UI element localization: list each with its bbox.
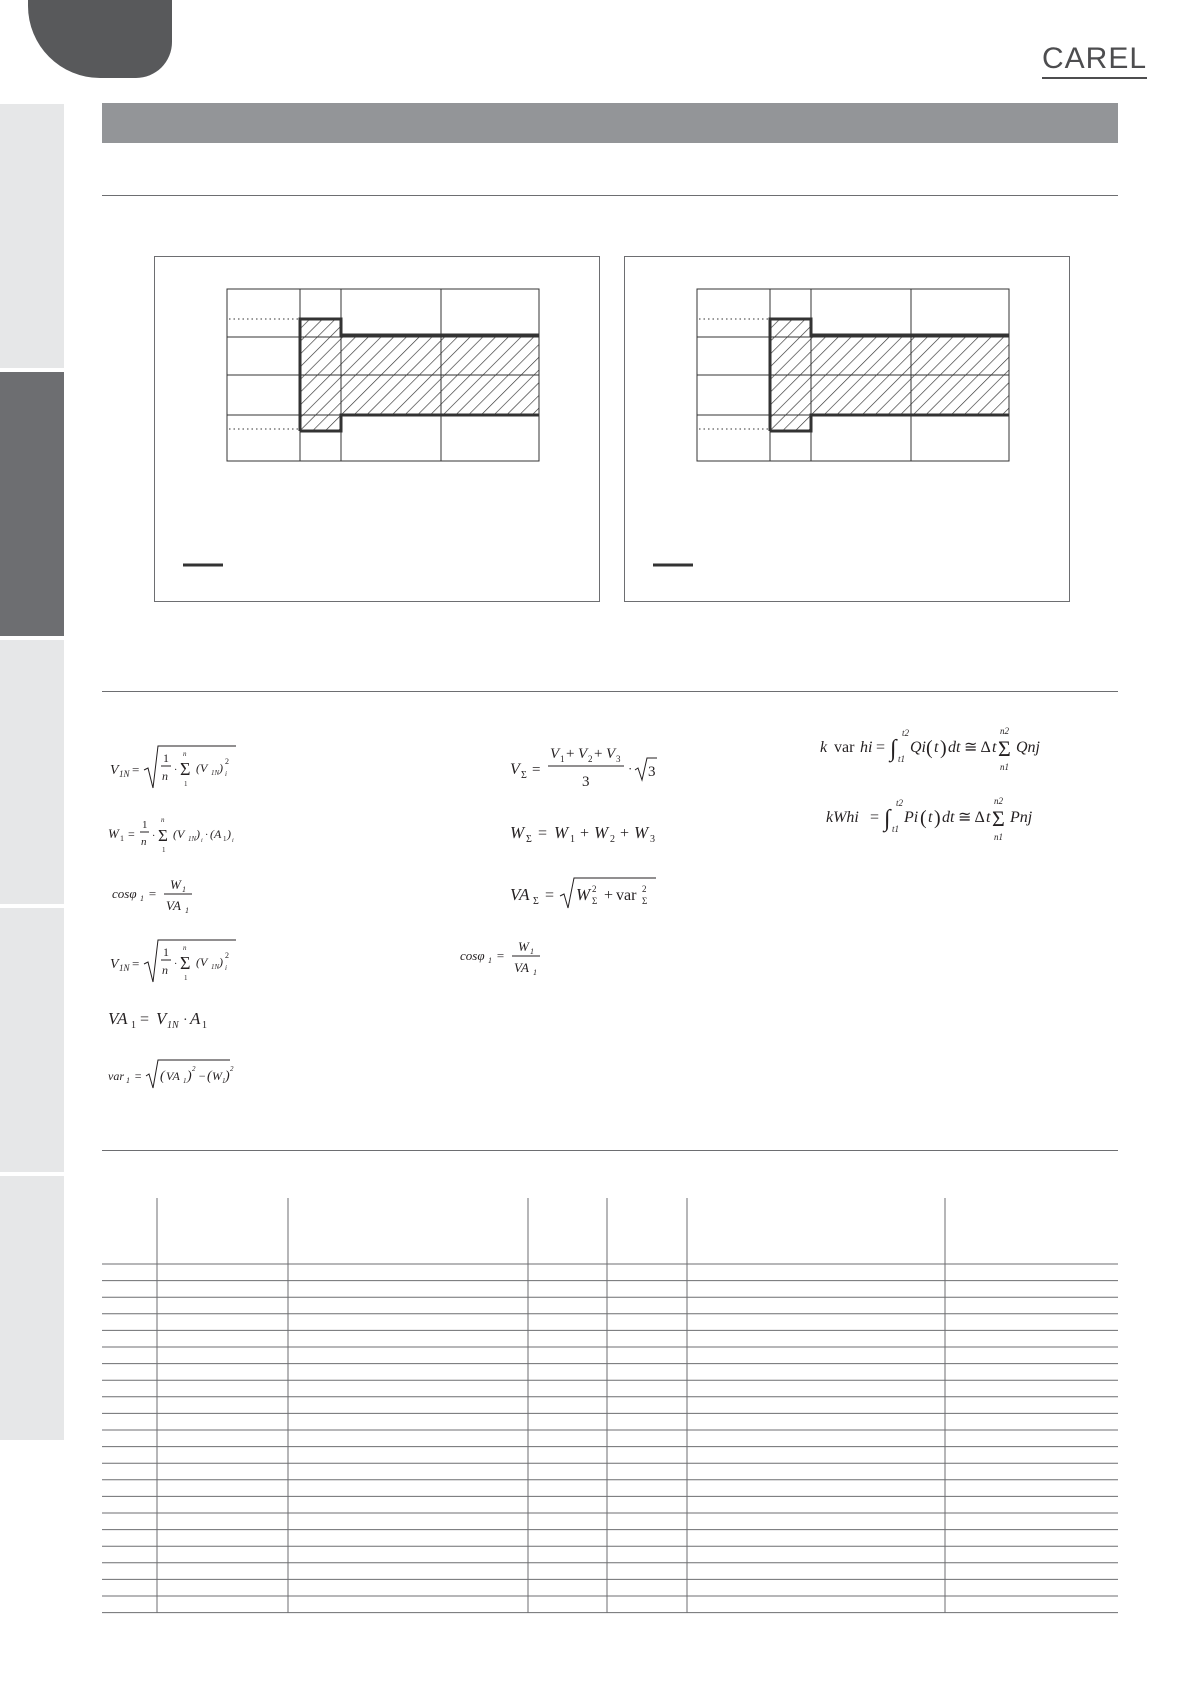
svg-text:=: =: [132, 956, 140, 971]
svg-text:1N: 1N: [188, 835, 197, 843]
svg-text:var: var: [616, 887, 637, 904]
formula-rms-voltage-2: [108, 936, 238, 988]
svg-text:3: 3: [648, 764, 656, 780]
svg-text:1: 1: [140, 894, 144, 903]
svg-text:Σ: Σ: [592, 896, 598, 906]
svg-text:3: 3: [616, 754, 621, 764]
svg-text:W: W: [518, 939, 529, 954]
svg-text:+: +: [594, 746, 603, 762]
svg-text:Σ: Σ: [521, 770, 527, 781]
svg-text:1: 1: [185, 906, 189, 915]
svg-text:Σ: Σ: [158, 826, 168, 845]
svg-text:n: n: [183, 944, 187, 952]
svg-text:(A: (A: [210, 827, 222, 841]
svg-text:(V: (V: [196, 955, 208, 969]
svg-text:1N: 1N: [119, 769, 130, 779]
svg-text:·: ·: [174, 959, 178, 970]
svg-text:): ): [934, 807, 941, 829]
svg-text:n1: n1: [1000, 762, 1009, 772]
svg-text:=: =: [134, 1069, 143, 1083]
svg-text:W: W: [170, 877, 181, 892]
svg-text:V: V: [110, 763, 119, 778]
svg-text:n: n: [162, 963, 168, 977]
svg-text:t2: t2: [896, 798, 904, 808]
formula-active-power: [106, 812, 236, 858]
svg-text:1: 1: [120, 834, 124, 843]
svg-text:VA: VA: [514, 960, 529, 975]
svg-text:+: +: [620, 825, 630, 842]
diagram-right: [624, 256, 1070, 602]
svg-text:∫: ∫: [890, 736, 897, 762]
logo-underline: [1042, 77, 1147, 79]
svg-text:1: 1: [202, 1020, 207, 1031]
svg-text:cosφ: cosφ: [112, 886, 137, 901]
svg-text:t2: t2: [902, 728, 910, 738]
svg-text:t1: t1: [898, 754, 906, 764]
svg-text:V: V: [110, 957, 119, 972]
svg-text:dt: dt: [948, 739, 961, 756]
svg-text:W: W: [554, 823, 569, 842]
svg-text:): ): [187, 1069, 192, 1084]
svg-text:=: =: [128, 827, 135, 841]
svg-text:2: 2: [642, 884, 647, 894]
formula-system-power-factor: [458, 934, 548, 980]
svg-text:+: +: [604, 887, 614, 904]
svg-text:=: =: [545, 887, 555, 904]
svg-text:Σ: Σ: [526, 834, 532, 845]
svg-text:=: =: [140, 1011, 150, 1028]
side-tab-2-active[interactable]: [0, 372, 64, 636]
svg-text:(: (: [207, 1069, 212, 1084]
svg-text:=: =: [132, 762, 140, 777]
svg-text:W: W: [634, 823, 649, 842]
svg-text:=: =: [870, 809, 880, 826]
svg-text:1: 1: [182, 885, 186, 894]
svg-text:V: V: [606, 746, 616, 762]
svg-text:(: (: [926, 737, 933, 759]
svg-text:2: 2: [225, 757, 229, 766]
formula-system-apparent-power: [508, 874, 658, 914]
svg-text:2: 2: [192, 1065, 196, 1073]
svg-text:i: i: [201, 838, 203, 844]
svg-text:): ): [940, 737, 947, 759]
svg-text:V: V: [578, 746, 588, 762]
svg-text:1: 1: [488, 956, 492, 965]
svg-text:2: 2: [225, 951, 229, 960]
svg-text:VA: VA: [108, 1009, 128, 1028]
svg-text:W: W: [212, 1069, 222, 1083]
data-table: [102, 1198, 1118, 1623]
svg-text:1N: 1N: [119, 963, 130, 973]
svg-text:i: i: [225, 964, 227, 972]
corner-tab: [28, 0, 172, 78]
svg-text:VA: VA: [166, 1069, 180, 1083]
svg-text:): ): [227, 827, 231, 841]
logo-text: CAREL: [1042, 42, 1148, 75]
carel-logo: [1042, 42, 1147, 76]
svg-text:t1: t1: [892, 824, 900, 834]
svg-text:(V: (V: [196, 761, 208, 775]
side-tab-5[interactable]: [0, 1176, 64, 1440]
svg-text:Σ: Σ: [992, 806, 1005, 831]
section-divider-2: [102, 691, 1118, 692]
svg-text:Σ: Σ: [180, 953, 191, 973]
svg-text:=: =: [148, 886, 157, 901]
formula-apparent-power: [106, 1002, 216, 1036]
svg-text:=: =: [876, 739, 886, 756]
section-header-band: [102, 103, 1118, 143]
svg-text:(: (: [920, 807, 927, 829]
svg-text:2: 2: [588, 754, 593, 764]
formula-active-energy: [824, 794, 1034, 844]
formula-system-active-power: [508, 816, 658, 850]
svg-text:1: 1: [162, 846, 166, 854]
svg-text:2: 2: [592, 884, 597, 894]
diagram-right-svg: [625, 257, 1071, 603]
svg-text:Σ: Σ: [998, 736, 1011, 761]
svg-text:·: ·: [174, 765, 178, 776]
svg-text:1N: 1N: [211, 769, 220, 777]
svg-text:3: 3: [650, 834, 655, 845]
svg-text:Pnj: Pnj: [1010, 809, 1033, 826]
svg-text:V: V: [156, 1009, 167, 1028]
svg-text:2: 2: [230, 1065, 234, 1073]
svg-text:dt: dt: [942, 809, 955, 826]
svg-text:i: i: [232, 838, 234, 844]
diagram-left: [154, 256, 600, 602]
svg-text:1: 1: [222, 1077, 226, 1085]
svg-text:Qnj: Qnj: [1016, 739, 1040, 756]
svg-text:W: W: [594, 823, 609, 842]
svg-text:i: i: [225, 770, 227, 778]
svg-text:1: 1: [570, 834, 575, 845]
svg-text:Σ: Σ: [180, 759, 191, 779]
svg-text:∫: ∫: [884, 806, 891, 832]
section-divider-1: [102, 195, 1118, 196]
svg-text:var: var: [108, 1069, 124, 1083]
svg-text:t: t: [928, 809, 933, 826]
svg-text:n2: n2: [1000, 726, 1009, 736]
svg-text:n2: n2: [994, 796, 1003, 806]
svg-text:1N: 1N: [211, 963, 220, 971]
svg-text:1: 1: [131, 1020, 136, 1031]
side-tab-3[interactable]: [0, 640, 64, 904]
svg-text:hi: hi: [860, 739, 873, 756]
svg-text:n: n: [183, 750, 187, 758]
svg-text:A: A: [190, 1009, 201, 1028]
svg-text:Qi: Qi: [910, 739, 926, 756]
svg-text:W: W: [108, 826, 119, 841]
svg-text:(V: (V: [173, 827, 185, 841]
formula-reactive-energy: [818, 724, 1048, 774]
svg-text:V: V: [510, 761, 520, 778]
formula-rms-voltage: [108, 742, 238, 794]
svg-text:V: V: [550, 746, 560, 762]
svg-text:1: 1: [560, 754, 565, 764]
svg-text:=: =: [538, 825, 548, 842]
svg-text:1: 1: [163, 945, 169, 959]
svg-text:t: t: [986, 809, 991, 826]
svg-text:+: +: [566, 746, 575, 762]
svg-text:1: 1: [183, 1077, 187, 1085]
svg-text:var: var: [834, 739, 855, 756]
svg-text:W: W: [510, 823, 525, 842]
svg-text:·: ·: [152, 831, 156, 842]
svg-text:k: k: [820, 739, 828, 756]
svg-text:1: 1: [223, 835, 227, 843]
formula-system-voltage: [508, 740, 658, 796]
svg-text:=: =: [496, 948, 505, 963]
svg-text:): ): [225, 1069, 230, 1084]
svg-text:n: n: [141, 836, 147, 848]
svg-text:n: n: [161, 816, 165, 824]
side-tab-1[interactable]: [0, 104, 64, 368]
svg-text:Σ: Σ: [642, 896, 648, 906]
svg-text:n1: n1: [994, 832, 1003, 842]
formula-reactive-power: [106, 1056, 236, 1092]
svg-text:1: 1: [142, 819, 148, 831]
svg-text:(: (: [160, 1069, 165, 1084]
formula-power-factor: [110, 872, 200, 918]
svg-text:VA: VA: [510, 885, 530, 904]
svg-text:t: t: [992, 739, 997, 756]
svg-text:·: ·: [183, 1013, 188, 1028]
svg-text:Σ: Σ: [533, 896, 539, 907]
svg-text:W: W: [576, 885, 591, 904]
svg-text:VA: VA: [166, 898, 181, 913]
svg-text:+: +: [580, 825, 590, 842]
diagram-left-svg: [155, 257, 601, 603]
svg-text:): ): [219, 955, 223, 969]
svg-text:3: 3: [582, 774, 590, 790]
svg-text:Pi: Pi: [904, 809, 919, 826]
side-tab-4[interactable]: [0, 908, 64, 1172]
section-divider-3: [102, 1150, 1118, 1151]
svg-text:t: t: [934, 739, 939, 756]
svg-text:n: n: [162, 769, 168, 783]
svg-text:≅ Δ: ≅ Δ: [958, 809, 985, 826]
svg-text:·: ·: [205, 830, 209, 841]
svg-text:1: 1: [163, 751, 169, 765]
svg-text:1: 1: [530, 947, 534, 956]
svg-text:): ): [219, 761, 223, 775]
svg-text:): ): [196, 827, 200, 841]
svg-text:1: 1: [184, 974, 188, 982]
svg-text:1: 1: [126, 1076, 130, 1085]
svg-text:≅ Δ: ≅ Δ: [964, 739, 991, 756]
svg-text:1: 1: [533, 968, 537, 977]
svg-text:kWhi: kWhi: [826, 809, 859, 826]
svg-text:cosφ: cosφ: [460, 948, 485, 963]
svg-text:1N: 1N: [167, 1020, 179, 1031]
svg-text:2: 2: [610, 834, 615, 845]
svg-text:1: 1: [184, 780, 188, 788]
svg-text:·: ·: [628, 761, 633, 776]
table-grid: [102, 1198, 1118, 1618]
svg-text:=: =: [532, 762, 541, 778]
svg-text:−: −: [198, 1069, 207, 1083]
